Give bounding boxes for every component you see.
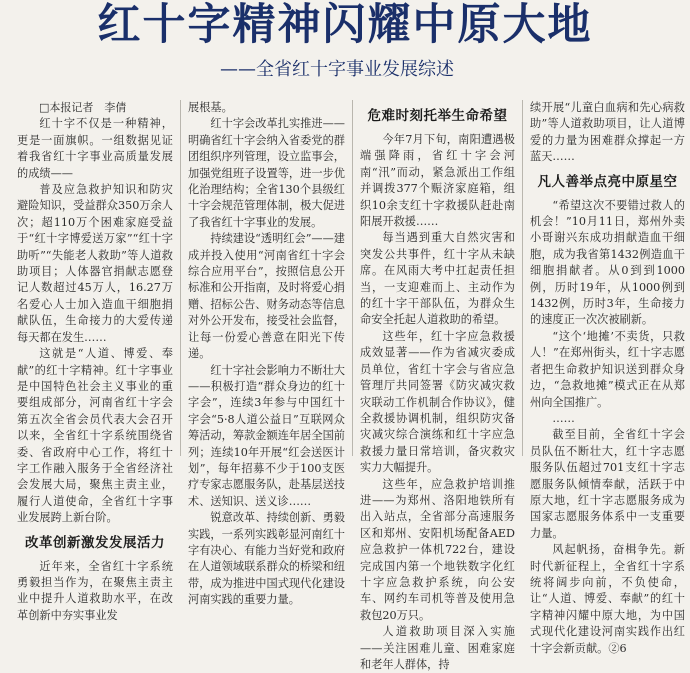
paragraph: 近年来，全省红十字系统勇毅担当作为，在聚焦主责主业中提升人道救助水平，在改革创新中夯实事业发 <box>17 559 173 622</box>
section-heading: 危难时刻托举生命希望 <box>367 108 508 124</box>
paragraph: 截至目前，全省红十字会员队伍不断壮大，红十字志愿服务队伍超过701支红十字志愿服务队倾情奉献，活跃于中原大地，红十字志愿服务成为国家志愿服务体系中一支重要力量。 <box>530 428 685 540</box>
paragraph: 这就是“人道、博爱、奉献”的红十字精神。红十字事业是中国特色社会主义事业的重要组成部分，河南省红十字会第五次全省会员代表大会召开以来，全省红十字系统围绕省委、省政府中心工作，将红十字工作融入服务于全省经济社会发展大局，聚焦主责主业，履行人道使命，全省红十字事业发展跨上新台阶。 <box>17 347 173 525</box>
page-subtitle: ——全省红十字事业发展综述 <box>220 59 454 80</box>
column-divider <box>180 100 181 456</box>
page-headline: 红十字精神闪耀中原大地 <box>97 0 593 50</box>
section-heading: 凡人善举点亮中原星空 <box>537 173 678 190</box>
paragraph: 普及应急救护知识和防灾避险知识，受益群众350万余人次；超110万个困难家庭受益于“红十字博爱送万家”“红十字助听”“失能老人救助”等人道救助项目；人体器官捐献志愿登记人数超过45万人，16.27万名爱心人士加入造血干细胞捐献队伍，生命接力的大爱传递每天都在发生…… <box>17 183 173 344</box>
article-column-3 <box>360 100 515 671</box>
paragraph: 这些年，应急救护培训推进——为郑州、洛阳地铁所有出入站点，全省部分高速服务区和郑州、安阳机场配备AED应急救护一体机722台，建设完成国内第一个地铁数字化红十字应急救护系统，向公安车、网约车司机等普及使用急救包20万只。 <box>360 477 515 622</box>
paragraph: 红十字会改革扎实推进——明确省红十字会纳入省委党的群团组织序列管理，设立监事会，加强党组班子设置等，进一步优化治理结构；全省130个县级红十字会规范管理体制，极大促进了我省红十字事业的发展。 <box>188 117 345 229</box>
paragraph: …… <box>552 411 575 425</box>
paragraph: 红十字不仅是一种精神，更是一面旗帜。一组数据见证着我省红十字事业高质量发展的成绩—— <box>17 117 173 180</box>
paragraph: 持续建设“透明红会”——建成并投入使用“河南省红十字会综合应用平台”，按照信息公开标准和公开指南，及时将爱心捐赠、招标公告、财务动态等信息对外公开发布，接受社会监督，让每一份爱心善意在阳光下传递。 <box>188 232 345 361</box>
paragraph: 续开展“儿童白血病和先心病救助”等人道救助项目，让人道博爱的力量为困难群众撑起一方蓝天…… <box>530 101 685 164</box>
article-column-1 <box>17 100 173 622</box>
article-column-4 <box>530 100 685 655</box>
paragraph: 展根基。 <box>188 101 233 114</box>
paragraph: 人道救助项目深入实施——关注困难儿童、困难家庭和老年人群体，持 <box>360 625 515 671</box>
paragraph: 锐意改革、持续创新、勇毅实践，一系列实践彰显河南红十字有决心、有能力当好党和政府在人道领域联系群众的桥梁和纽带，成为推进中国式现代化建设河南实践的重要力量。 <box>188 511 345 607</box>
paragraph: 今年7月下旬，南阳遭遇极端强降雨，省红十字会河南“汛”而动，紧急派出工作组并调拨377个赈济家庭箱，组织10余支红十字救援队赶赴南阳展开救援…… <box>360 133 515 229</box>
paragraph: 风起帆扬，奋楫争先。新时代新征程上，全省红十字系统将阔步向前，不负使命，让“人道、博爱、奉献”的红十字精神闪耀中原大地，为中国式现代化建设河南实践作出红十字会新贡献。②6 <box>530 543 685 655</box>
paragraph: 红十字社会影响力不断壮大——积极打造“群众身边的红十字会”，连续3年参与中国红十字会“5·8人道公益日”互联网众筹活动，筹款金额连年居全国前列；连续10年开展“红会送医计划”，每年招募不少于100支医疗专家志愿服务队，赴基层送技术、送知识、送义诊…… <box>188 363 345 508</box>
article-column-2 <box>188 100 345 607</box>
paragraph: “这个‘地摊’不卖货，只救人！”在郑州街头，红十字志愿者把生命救护知识送到群众身边，“急救地摊”模式正在从郑州向全国推广。 <box>530 329 685 409</box>
byline: □本报记者 李倩 <box>39 101 127 114</box>
column-divider <box>522 100 523 456</box>
column-divider <box>352 100 353 456</box>
paragraph: “希望这次不要错过救人的机会！”10月11日，郑州外卖小哥谢兴东成功捐献造血干细胞，成为我省第1432例造血干细胞捐献者。从0到到1000例，历时19年，从1000例到1432例，历时3年，生命接力的速度正一次次被刷新。 <box>530 198 685 327</box>
paragraph: 每当遇到重大自然灾害和突发公共事件，红十字从未缺席。在风雨大考中扛起责任担当，一支迎难而上、主动作为的红十字干部队伍，为群众生命安全托起人道救助的希望。 <box>360 231 515 327</box>
section-heading: 改革创新激发发展活力 <box>25 534 165 551</box>
paragraph: 这些年，红十字应急救援成效显著——作为省减灾委成员单位，省红十字会与省应急管理厅共同签署《防灾减灾救灾联动工作机制合作协议》，健全救援协调机制，组织防灾备灾减灾综合演练和红十字应急救援力量日常培训，备灾救灾实力大幅提升。 <box>360 329 515 475</box>
